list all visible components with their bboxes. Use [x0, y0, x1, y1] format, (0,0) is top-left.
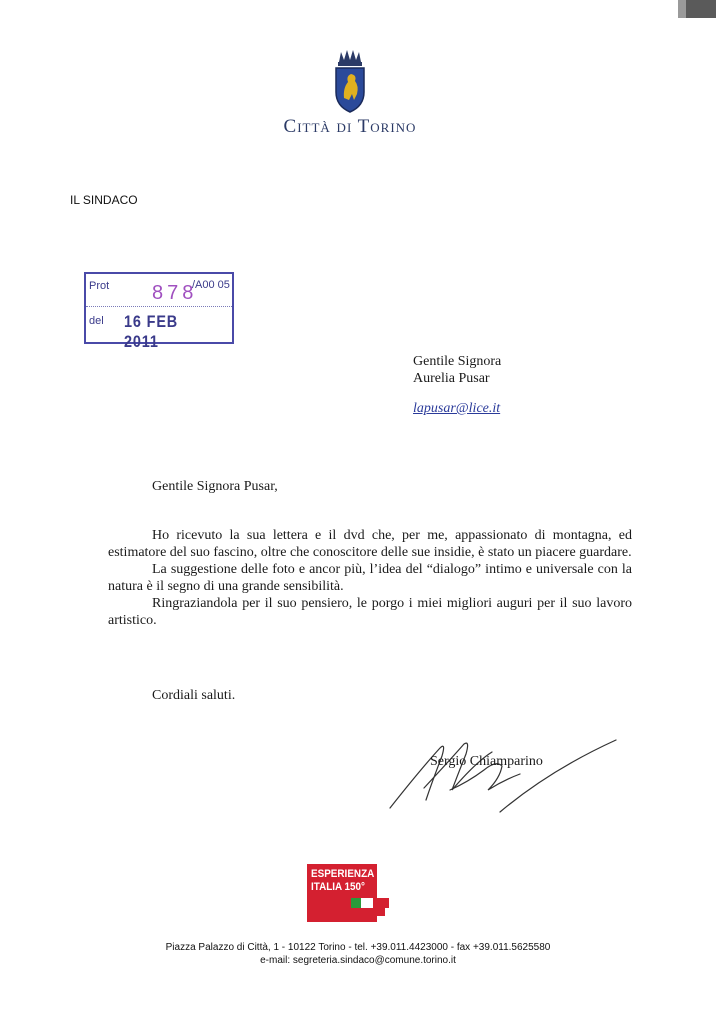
signatory-name: Sergio Chiamparino	[430, 754, 543, 769]
stamp-number: 878	[152, 282, 198, 304]
handwritten-signature	[380, 730, 630, 825]
stamp-year: /A00 05	[192, 279, 230, 291]
recipient-line-2: Aurelia Pusar	[413, 371, 490, 386]
sender-title: IL SINDACO	[70, 193, 138, 207]
salutation: Gentile Signora Pusar,	[152, 479, 278, 494]
letter-body	[108, 527, 632, 629]
logo-text-line-2: ITALIA 150°	[311, 881, 366, 893]
paragraph: Ho ricevuto la sua lettera e il dvd che, per me, appassionato di montagna, ed estimatore del suo fascino, oltre che conoscitore delle sue insidie, è stato un piacere guardare.	[108, 528, 632, 560]
city-title: Città di Torino	[283, 116, 417, 137]
stamp-date-label: del	[89, 315, 104, 327]
paragraph: La suggestione delle foto e ancor più, l’idea del “dialogo” intimo e universale con la natura è il segno di una grande sensibilità.	[108, 562, 632, 594]
recipient-block	[413, 353, 501, 387]
paragraph: Ringraziandola per il suo pensiero, le porgo i miei migliori auguri per il suo lavoro artistico.	[108, 596, 632, 628]
stamp-date: 16 FEB 2011	[124, 312, 179, 351]
city-crest-icon	[330, 48, 370, 116]
logo-flag-green	[351, 898, 361, 908]
footer-address: Piazza Palazzo di Città, 1 - 10122 Torino - tel. +39.011.4423000 - fax +39.011.5625580	[165, 942, 551, 953]
esperienza-italia-logo	[307, 864, 391, 922]
footer-email: e-mail: segreteria.sindaco@comune.torino.it	[260, 955, 456, 966]
footer	[100, 941, 616, 967]
stamp-divider	[86, 306, 232, 307]
logo-flag-red	[377, 898, 389, 908]
logo-flag-red-lower	[377, 908, 385, 916]
recipient-email-link[interactable]: lapusar@lice.it	[413, 401, 501, 416]
closing: Cordiali saluti.	[152, 688, 236, 703]
protocol-stamp	[84, 272, 234, 351]
stamp-prot-label: Prot	[89, 280, 110, 292]
recipient-line-1: Gentile Signora	[413, 354, 502, 369]
scan-edge-mark	[686, 0, 716, 18]
logo-flag-white	[361, 898, 373, 908]
logo-text-line-1: ESPERIENZA	[311, 868, 375, 880]
